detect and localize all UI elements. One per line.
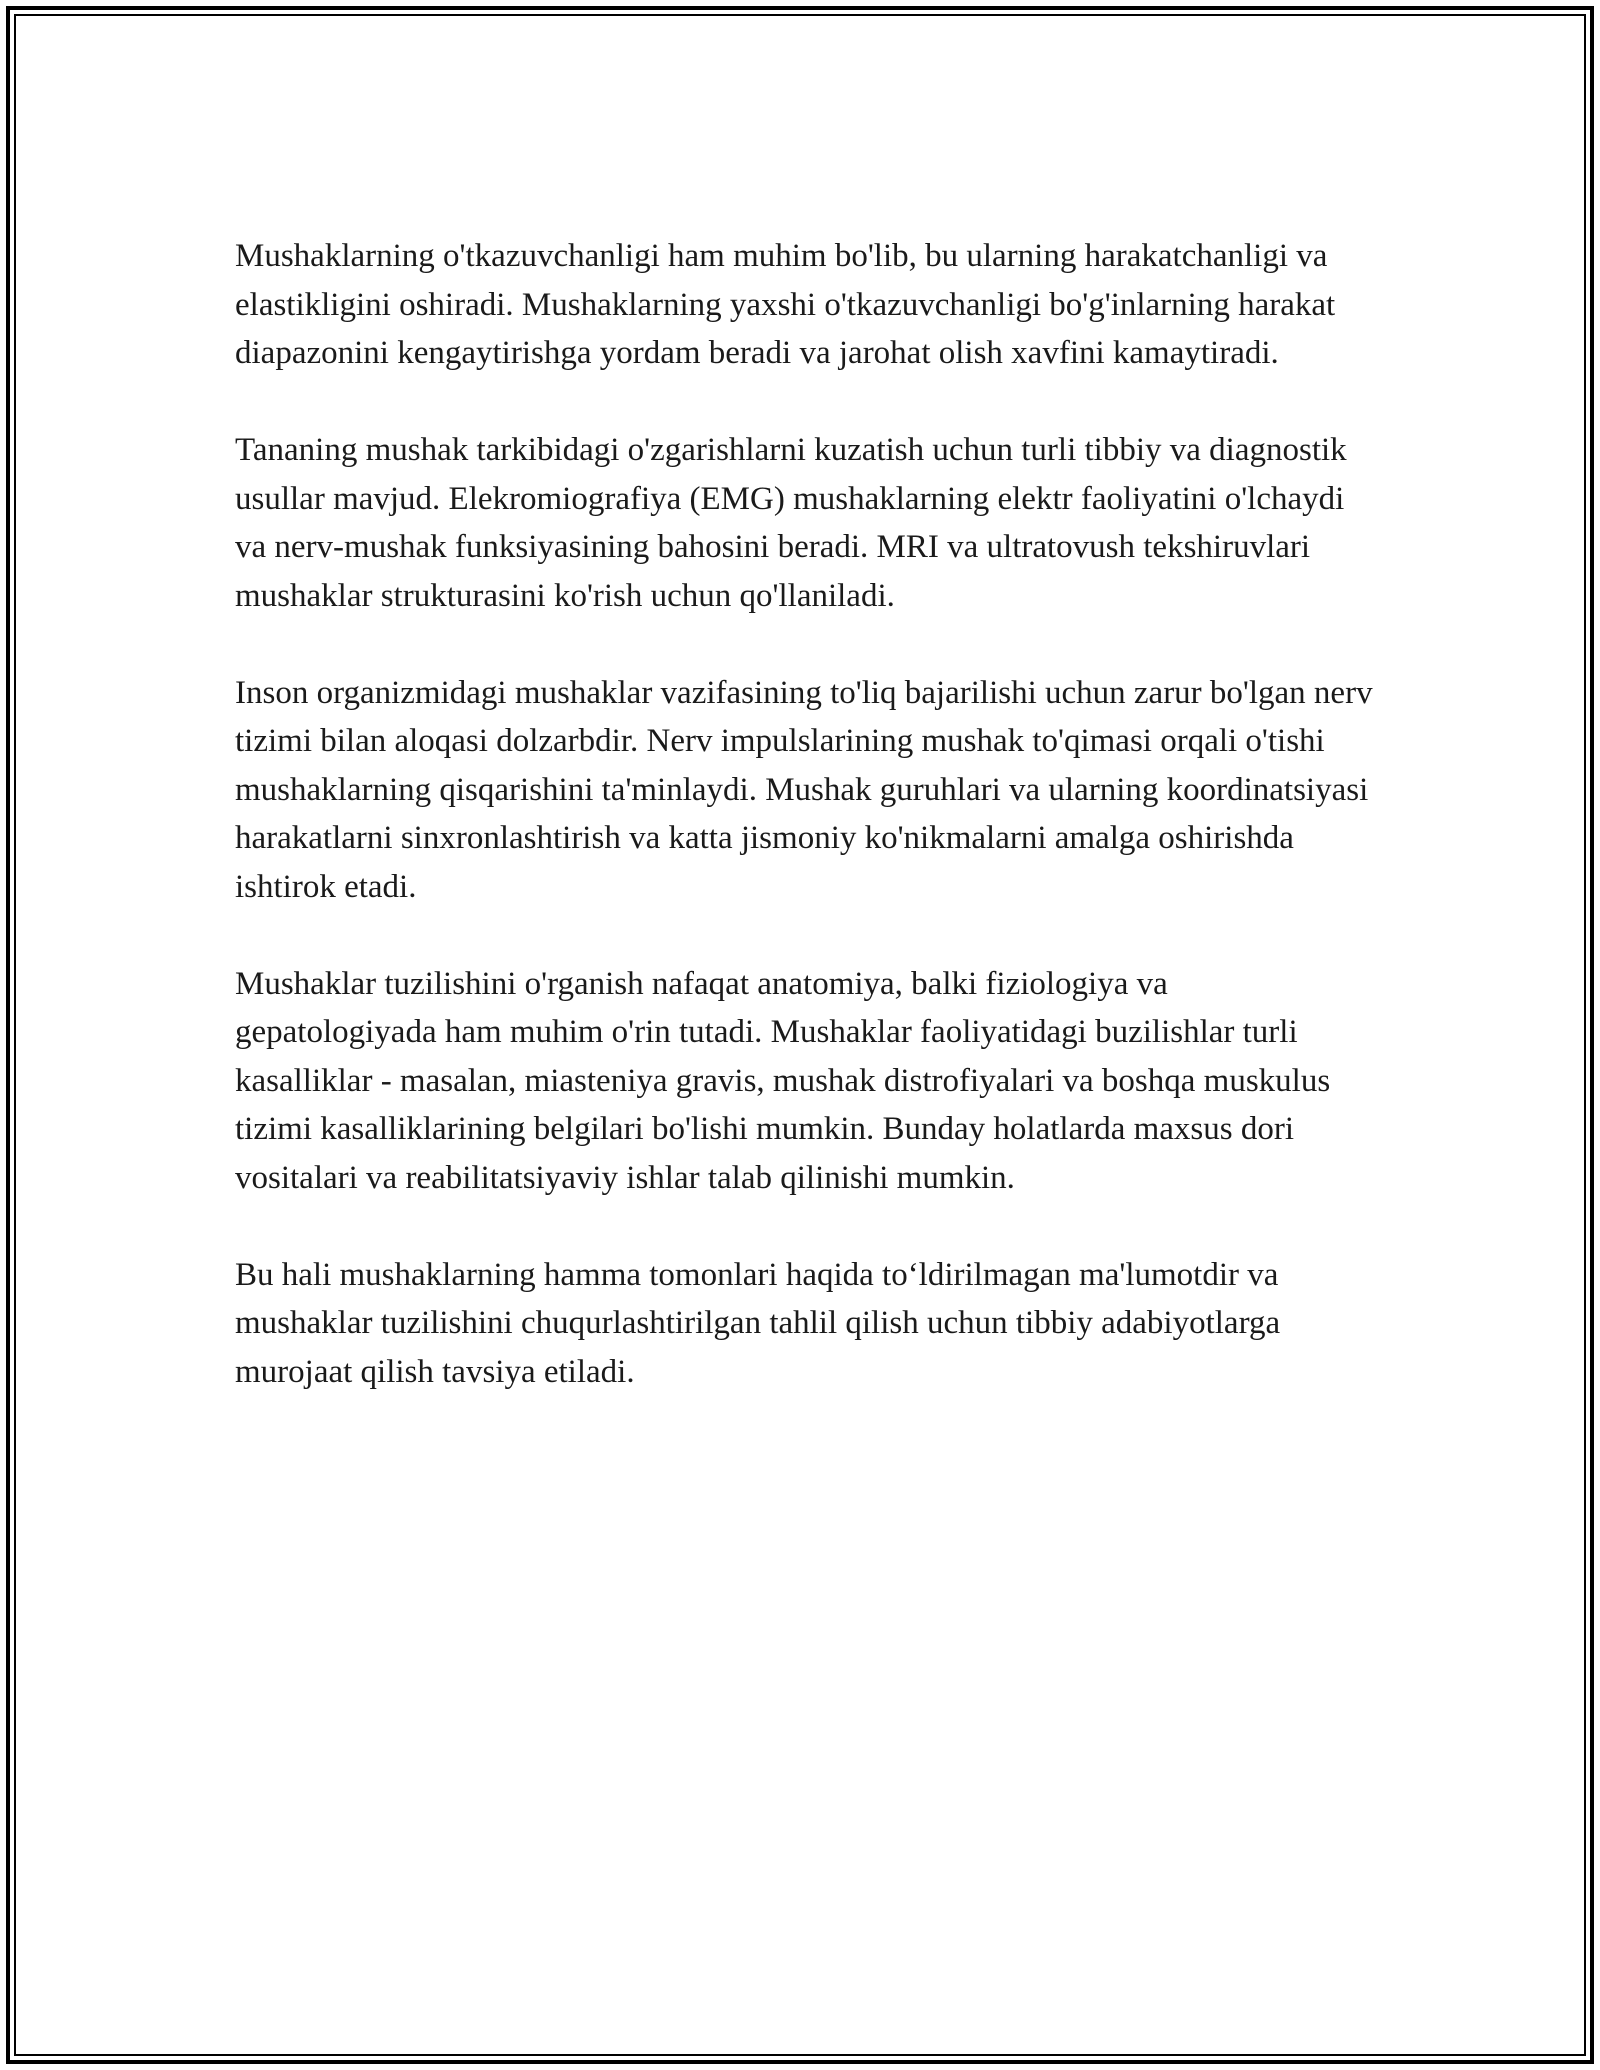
paragraph-nervous-system: Inson organizmidagi mushaklar vazifasining to'liq bajarilishi uchun zarur bo'lgan nerv tizimi bilan aloqasi dolzarbdir. Nerv impulslarining mushak to'qimasi orqali o'tishi mushaklarning qisqarishini ta'minlaydi. Mushak guruhlari va ularning koordinatsiyasi harakatlarni sinxronlashtirish va katta jismoniy ko'nikmalarni amalga oshirishda ishtirok etadi. — [235, 674, 1373, 905]
document-body — [235, 232, 1375, 1445]
paragraph-diagnostic-methods: Tananing mushak tarkibidagi o'zgarishlarni kuzatish uchun turli tibbiy va diagnostik usullar mavjud. Elekromiografiya (EMG) mushaklarning elektr faoliyatini o'lchaydi va nerv-mushak funksiyasining bahosini beradi. MRI va ultratovush tekshiruvlari mushaklar strukturasini ko'rish uchun qo'llaniladi. — [235, 432, 1347, 614]
paragraph-conclusion: Bu hali mushaklarning hamma tomonlari haqida to‘ldirilmagan ma'lumotdir va mushaklar tuzilishini chuqurlashtirilgan tahlil qilish uchun tibbiy adabiyotlarga murojaat qilish tavsiya etiladi. — [235, 1256, 1281, 1390]
paragraph-muscle-disorders: Mushaklar tuzilishini o'rganish nafaqat anatomiya, balki fiziologiya va gepatologiyada ham muhim o'rin tutadi. Mushaklar faoliyatidagi buzilishlar turli kasalliklar - masalan, miasteniya gravis, mushak distrofiyalari va boshqa muskulus tizimi kasalliklarining belgilari bo'lishi mumkin. Bunday holatlarda maxsus dori vositalari va reabilitatsiyaviy ishlar talab qilinishi mumkin. — [235, 965, 1331, 1196]
paragraph-muscle-flexibility: Mushaklarning o'tkazuvchanligi ham muhim bo'lib, bu ularning harakatchanligi va elastikligini oshiradi. Mushaklarning yaxshi o'tkazuvchanligi bo'g'inlarning harakat diapazonini kengaytirishga yordam beradi va jarohat olish xavfini kamaytiradi. — [235, 238, 1336, 371]
